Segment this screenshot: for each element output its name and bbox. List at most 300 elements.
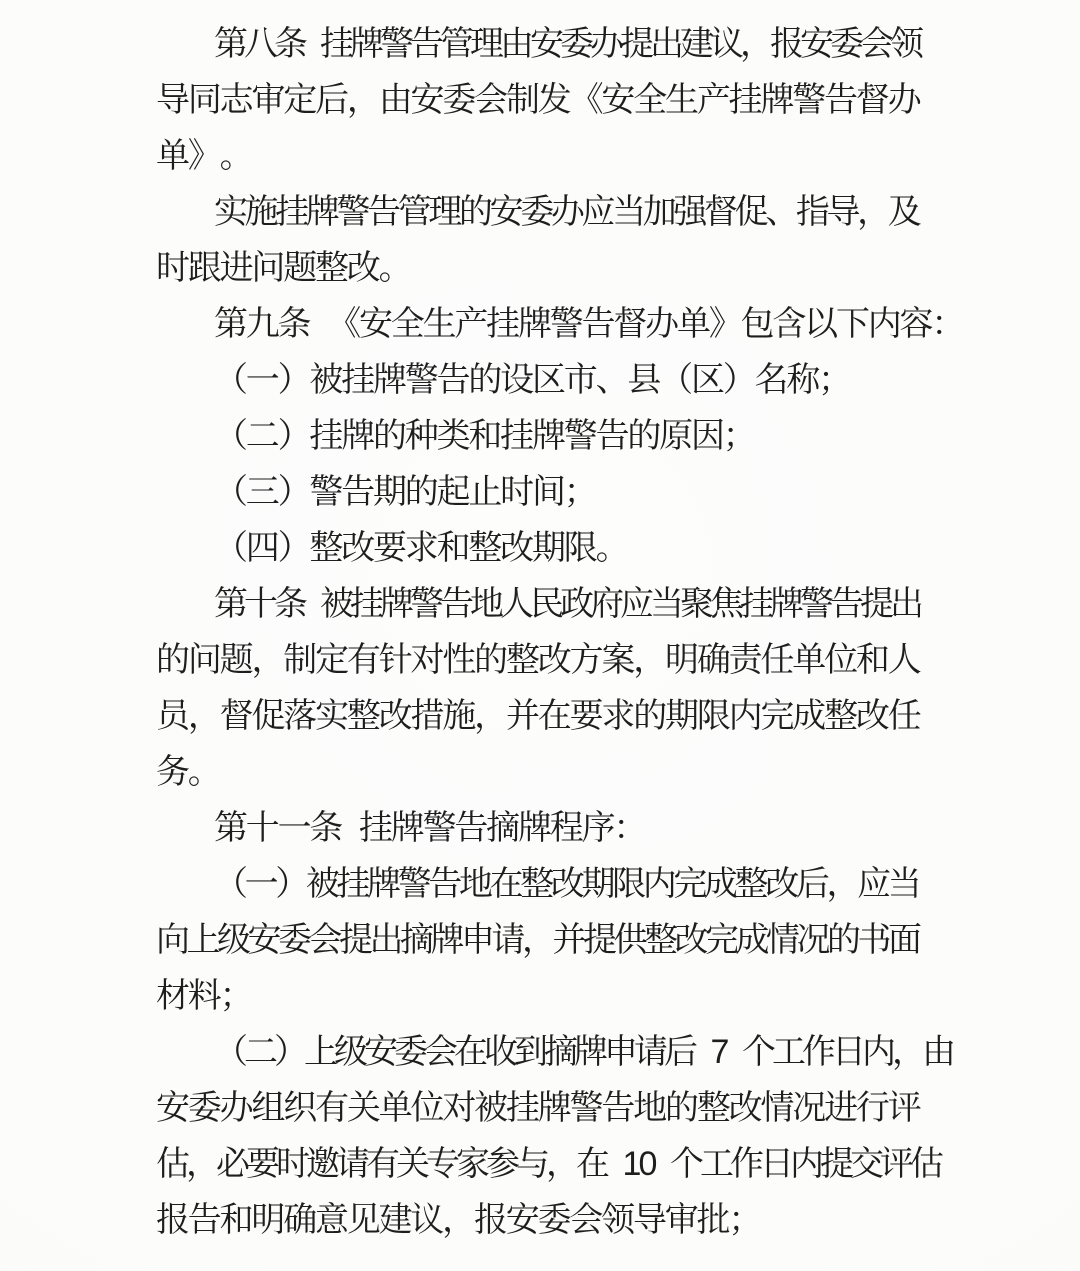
glyph: 后 xyxy=(795,865,830,903)
glyph: 被 xyxy=(320,585,354,623)
glyph: 提 xyxy=(820,1145,854,1183)
glyph: 办 xyxy=(645,305,680,343)
glyph: 施 xyxy=(442,697,477,735)
glyph: 十 xyxy=(245,809,280,847)
glyph: 级 xyxy=(217,921,251,959)
glyph: 个 xyxy=(670,1145,704,1183)
glyph: 报 xyxy=(770,25,804,63)
glyph: 挂 xyxy=(500,417,535,455)
glyph: 整 xyxy=(309,529,344,567)
glyph: 任 xyxy=(887,697,922,735)
glyph: 二 xyxy=(245,417,280,455)
glyph: 料 xyxy=(187,977,222,1015)
glyph: 改 xyxy=(537,641,572,679)
glyph: 评 xyxy=(887,1089,922,1127)
glyph: 警 xyxy=(410,585,444,623)
glyph: 内 xyxy=(642,865,677,903)
glyph: 督 xyxy=(219,697,254,735)
glyph: 安 xyxy=(156,1089,190,1127)
glyph: 内 xyxy=(862,1033,896,1071)
glyph: 单 xyxy=(676,305,711,343)
glyph: 改 xyxy=(765,865,800,903)
glyph: 牌 xyxy=(517,305,552,343)
glyph: 请 xyxy=(634,1033,668,1071)
glyph: 求 xyxy=(404,529,439,567)
glyph: 内 xyxy=(790,1145,824,1183)
glyph: 的 xyxy=(627,417,662,455)
glyph: 求 xyxy=(601,697,636,735)
text-line xyxy=(158,856,920,912)
glyph: 出 xyxy=(650,25,684,63)
glyph: 》 xyxy=(708,305,743,343)
glyph: ： xyxy=(931,305,966,343)
glyph: 的 xyxy=(474,641,509,679)
glyph: 案 xyxy=(601,641,636,679)
glyph: 提 xyxy=(620,25,654,63)
glyph: 志 xyxy=(219,81,254,119)
glyph: 警 xyxy=(309,473,344,511)
glyph: 在 xyxy=(537,697,572,735)
glyph: 审 xyxy=(251,81,286,119)
text-line xyxy=(156,1136,944,1192)
glyph: 家 xyxy=(456,1145,490,1183)
glyph: 促 xyxy=(734,193,769,231)
glyph: 报 xyxy=(473,1201,508,1239)
text-line xyxy=(158,576,924,632)
glyph: 报 xyxy=(156,1201,190,1239)
glyph: 原 xyxy=(659,417,694,455)
text-line xyxy=(158,16,924,72)
glyph: 安 xyxy=(505,1201,540,1239)
glyph: 应 xyxy=(581,193,616,231)
glyph: 办 xyxy=(550,193,585,231)
glyph: 的 xyxy=(372,417,407,455)
text-line xyxy=(158,240,920,296)
glyph: 。 xyxy=(378,249,413,287)
glyph: 起 xyxy=(436,473,471,511)
glyph: 会 xyxy=(424,1033,458,1071)
glyph: 单 xyxy=(792,641,827,679)
glyph: 告 xyxy=(428,865,463,903)
glyph: 警 xyxy=(404,361,439,399)
glyph: 和 xyxy=(436,529,471,567)
glyph: 成 xyxy=(704,865,738,903)
glyph: 产 xyxy=(696,81,731,119)
glyph: 告 xyxy=(410,25,444,63)
text-line xyxy=(158,128,920,184)
glyph: 估 xyxy=(910,1145,944,1183)
glyph: 改 xyxy=(674,921,709,959)
glyph: 指 xyxy=(795,193,830,231)
glyph: 落 xyxy=(283,697,318,735)
glyph: 实 xyxy=(315,697,350,735)
glyph: ， xyxy=(522,921,556,959)
glyph: ） xyxy=(722,361,757,399)
glyph: 督 xyxy=(704,193,738,231)
glyph: 完 xyxy=(760,697,795,735)
glyph: 责 xyxy=(728,641,763,679)
glyph: 发 xyxy=(537,81,572,119)
glyph: 一 xyxy=(245,361,280,399)
glyph: （ xyxy=(214,865,248,903)
glyph: 由 xyxy=(500,25,534,63)
glyph: 安 xyxy=(489,193,524,231)
glyph: 员 xyxy=(156,697,190,735)
glyph: 牌 xyxy=(770,585,804,623)
glyph: 安 xyxy=(410,81,445,119)
glyph: 的 xyxy=(665,1089,699,1127)
glyph: 委 xyxy=(830,25,864,63)
glyph: 日 xyxy=(760,1145,794,1183)
glyph: 条 xyxy=(309,809,344,847)
glyph: 题 xyxy=(283,249,318,287)
glyph: 的 xyxy=(827,921,861,959)
glyph: 确 xyxy=(696,641,731,679)
glyph: 评 xyxy=(880,1145,914,1183)
glyph: 材 xyxy=(156,977,190,1015)
glyph: 上 xyxy=(186,921,221,959)
glyph: ， xyxy=(474,697,509,735)
glyph: ） xyxy=(277,361,312,399)
text-line xyxy=(158,408,920,464)
glyph: 告 xyxy=(187,1201,222,1239)
text-line xyxy=(158,968,920,1024)
glyph: 供 xyxy=(613,921,648,959)
glyph: 委 xyxy=(537,1201,572,1239)
glyph: 第 xyxy=(214,25,248,63)
glyph: 估 xyxy=(156,1145,190,1183)
glyph: 改 xyxy=(346,249,381,287)
glyph: ） xyxy=(277,417,312,455)
glyph: 市 xyxy=(563,361,598,399)
glyph: 批 xyxy=(696,1201,731,1239)
glyph: 管 xyxy=(440,25,474,63)
glyph: 牌 xyxy=(367,865,402,903)
glyph: 况 xyxy=(792,1089,827,1127)
glyph: 7 xyxy=(710,1033,730,1071)
glyph: 摘 xyxy=(486,809,521,847)
glyph: 因 xyxy=(690,417,725,455)
glyph: 牌 xyxy=(537,1089,572,1127)
glyph: 。 xyxy=(219,137,254,175)
glyph: 并 xyxy=(505,697,540,735)
glyph: 牌 xyxy=(380,585,414,623)
glyph: 告 xyxy=(581,305,616,343)
glyph: 成 xyxy=(735,921,770,959)
glyph: 挂 xyxy=(350,585,384,623)
glyph: 止 xyxy=(468,473,503,511)
glyph: 和 xyxy=(468,417,503,455)
glyph: 出 xyxy=(369,921,404,959)
glyph: 整 xyxy=(734,865,769,903)
glyph: 意 xyxy=(314,1201,349,1239)
glyph: 会 xyxy=(860,25,894,63)
glyph: 改 xyxy=(378,697,413,735)
glyph: 制 xyxy=(505,81,540,119)
glyph: 申 xyxy=(604,1033,638,1071)
glyph: 书 xyxy=(857,921,892,959)
glyph: 二 xyxy=(244,1033,278,1071)
glyph: 委 xyxy=(442,81,477,119)
glyph: 、 xyxy=(595,361,630,399)
glyph: 必 xyxy=(216,1145,250,1183)
glyph: 容 xyxy=(899,305,934,343)
glyph: 条 xyxy=(274,25,308,63)
glyph: 定 xyxy=(283,81,318,119)
glyph: 警 xyxy=(569,1089,604,1127)
glyph: 牌 xyxy=(430,921,465,959)
glyph: 被 xyxy=(305,865,340,903)
glyph: 的 xyxy=(633,697,668,735)
glyph: 摘 xyxy=(400,921,434,959)
glyph: 警 xyxy=(422,809,457,847)
glyph: 挂 xyxy=(341,361,376,399)
glyph: 明 xyxy=(251,1201,286,1239)
glyph: 民 xyxy=(530,585,564,623)
glyph: 牌 xyxy=(531,417,566,455)
glyph: 内 xyxy=(867,305,902,343)
glyph: 告 xyxy=(436,361,471,399)
glyph: 审 xyxy=(664,1201,699,1239)
glyph: 期 xyxy=(581,865,616,903)
glyph: 的 xyxy=(404,473,439,511)
glyph: 0 xyxy=(638,1145,658,1183)
glyph: 告 xyxy=(367,193,402,231)
glyph: 警 xyxy=(380,25,414,63)
glyph: ： xyxy=(613,809,648,847)
glyph: 牌 xyxy=(574,1033,608,1071)
text-line xyxy=(158,184,920,240)
glyph: 会 xyxy=(474,81,509,119)
glyph: 序 xyxy=(581,809,616,847)
glyph: 委 xyxy=(187,1089,222,1127)
glyph: 实 xyxy=(214,193,248,231)
glyph: 由 xyxy=(922,1033,956,1071)
glyph: 问 xyxy=(187,641,222,679)
text-line xyxy=(158,72,920,128)
glyph: 领 xyxy=(890,25,924,63)
glyph: 牌 xyxy=(305,193,340,231)
glyph: 下 xyxy=(835,305,870,343)
glyph: 生 xyxy=(665,81,699,119)
glyph: 收 xyxy=(484,1033,518,1071)
glyph: 完 xyxy=(705,921,739,959)
glyph: 和 xyxy=(855,641,890,679)
glyph: 安 xyxy=(530,25,564,63)
glyph: 明 xyxy=(665,641,699,679)
glyph: 期 xyxy=(372,473,407,511)
glyph: 提 xyxy=(339,921,373,959)
glyph: 后 xyxy=(664,1033,698,1071)
glyph: 条 xyxy=(274,585,308,623)
glyph: 名 xyxy=(754,361,789,399)
glyph: 导 xyxy=(632,1201,667,1239)
glyph: 整 xyxy=(314,249,349,287)
glyph: 警 xyxy=(336,193,371,231)
text-line xyxy=(158,744,920,800)
glyph: 理 xyxy=(470,25,504,63)
glyph: 织 xyxy=(283,1089,318,1127)
glyph: 会 xyxy=(308,921,343,959)
glyph: 安 xyxy=(601,81,636,119)
glyph: 牌 xyxy=(517,809,552,847)
glyph: 安 xyxy=(800,25,834,63)
glyph: 当 xyxy=(887,865,922,903)
text-line xyxy=(158,632,920,688)
text-line xyxy=(158,912,920,968)
glyph: 告 xyxy=(595,417,630,455)
glyph: 。 xyxy=(595,529,630,567)
glyph: 整 xyxy=(505,641,540,679)
glyph: 作 xyxy=(730,1145,764,1183)
glyph: 改 xyxy=(550,865,585,903)
glyph: ， xyxy=(546,1145,580,1183)
glyph: 跟 xyxy=(187,249,222,287)
glyph: 时 xyxy=(156,249,190,287)
glyph: 十 xyxy=(244,585,278,623)
glyph: 完 xyxy=(673,865,708,903)
glyph: 整 xyxy=(696,1089,731,1127)
glyph: 告 xyxy=(601,1089,636,1127)
glyph: 告 xyxy=(341,473,376,511)
glyph: 申 xyxy=(461,921,495,959)
glyph: 委 xyxy=(278,921,312,959)
glyph: 情 xyxy=(766,921,800,959)
glyph: ） xyxy=(277,473,312,511)
glyph: 八 xyxy=(244,25,278,63)
glyph: 关 xyxy=(346,1089,381,1127)
glyph: 会 xyxy=(569,1201,604,1239)
glyph: 组 xyxy=(251,1089,286,1127)
glyph: 参 xyxy=(486,1145,520,1183)
glyph: 程 xyxy=(549,809,584,847)
glyph: 整 xyxy=(346,697,381,735)
glyph: 整 xyxy=(520,865,555,903)
glyph: 理 xyxy=(428,193,463,231)
glyph: ； xyxy=(219,977,254,1015)
glyph: 牌 xyxy=(372,361,407,399)
glyph: 牌 xyxy=(760,81,795,119)
glyph: 请 xyxy=(336,1145,370,1183)
glyph: 施 xyxy=(244,193,279,231)
glyph: 有 xyxy=(315,1089,350,1127)
glyph: 四 xyxy=(245,529,280,567)
glyph: 一 xyxy=(244,865,279,903)
glyph: ， xyxy=(251,641,286,679)
glyph: 建 xyxy=(378,1201,413,1239)
glyph: 第 xyxy=(214,305,248,343)
glyph: 的 xyxy=(468,361,503,399)
glyph: ； xyxy=(722,417,757,455)
glyph: 题 xyxy=(219,641,254,679)
glyph: 问 xyxy=(251,249,286,287)
glyph: ； xyxy=(818,361,853,399)
glyph: 后 xyxy=(315,81,350,119)
glyph: 成 xyxy=(792,697,827,735)
glyph: 行 xyxy=(855,1089,890,1127)
glyph: 确 xyxy=(283,1201,318,1239)
glyph: 办 xyxy=(590,25,624,63)
glyph: 提 xyxy=(860,585,894,623)
glyph: 交 xyxy=(850,1145,884,1183)
document-content xyxy=(156,16,966,1248)
text-line xyxy=(158,1024,956,1080)
glyph: 改 xyxy=(728,1089,763,1127)
glyph: 摘 xyxy=(544,1033,578,1071)
glyph: 方 xyxy=(569,641,604,679)
glyph: 挂 xyxy=(505,1089,540,1127)
glyph: 改 xyxy=(341,529,376,567)
glyph: 在 xyxy=(576,1145,610,1183)
glyph: 邀 xyxy=(306,1145,340,1183)
glyph: 应 xyxy=(857,865,892,903)
glyph: 议 xyxy=(410,1201,445,1239)
glyph: 专 xyxy=(426,1145,460,1183)
glyph: 对 xyxy=(410,641,445,679)
glyph: 请 xyxy=(491,921,526,959)
glyph: 关 xyxy=(396,1145,430,1183)
glyph: 地 xyxy=(459,865,493,903)
glyph: 警 xyxy=(563,417,598,455)
glyph: 类 xyxy=(436,417,471,455)
glyph: 的 xyxy=(459,193,493,231)
glyph: 任 xyxy=(760,641,795,679)
text-line xyxy=(158,296,966,352)
glyph: 限 xyxy=(563,529,598,567)
glyph: 有 xyxy=(346,641,381,679)
glyph: 导 xyxy=(826,193,861,231)
glyph: 政 xyxy=(560,585,594,623)
glyph: 上 xyxy=(304,1033,338,1071)
glyph: 定 xyxy=(315,641,350,679)
glyph: 位 xyxy=(824,641,859,679)
glyph: 整 xyxy=(644,921,678,959)
glyph: 期 xyxy=(531,529,566,567)
glyph: 被 xyxy=(474,1089,509,1127)
glyph: 聚 xyxy=(680,585,714,623)
glyph: 当 xyxy=(612,193,647,231)
glyph: 日 xyxy=(832,1033,866,1071)
glyph: 工 xyxy=(700,1145,734,1183)
glyph: 期 xyxy=(665,697,699,735)
glyph: 在 xyxy=(454,1033,488,1071)
glyph: 委 xyxy=(394,1033,428,1071)
glyph: 以 xyxy=(804,305,839,343)
glyph: 要 xyxy=(372,529,407,567)
glyph: 位 xyxy=(410,1089,445,1127)
glyph: 条 xyxy=(277,305,312,343)
glyph: 进 xyxy=(824,1089,859,1127)
glyph: 加 xyxy=(642,193,677,231)
text-line xyxy=(158,352,920,408)
glyph: 《 xyxy=(327,305,362,343)
glyph: 挂 xyxy=(309,417,344,455)
glyph: ， xyxy=(187,697,222,735)
glyph: 告 xyxy=(440,585,474,623)
glyph: ， xyxy=(740,25,774,63)
glyph: （ xyxy=(214,473,248,511)
glyph: 警 xyxy=(397,865,432,903)
glyph: 的 xyxy=(156,641,190,679)
glyph: 挂 xyxy=(275,193,310,231)
glyph: 对 xyxy=(442,1089,477,1127)
text-line xyxy=(158,520,920,576)
glyph: ） xyxy=(274,1033,308,1071)
glyph: 要 xyxy=(569,697,604,735)
glyph: 挂 xyxy=(728,81,763,119)
glyph: 导 xyxy=(156,81,190,119)
glyph: 时 xyxy=(500,473,535,511)
